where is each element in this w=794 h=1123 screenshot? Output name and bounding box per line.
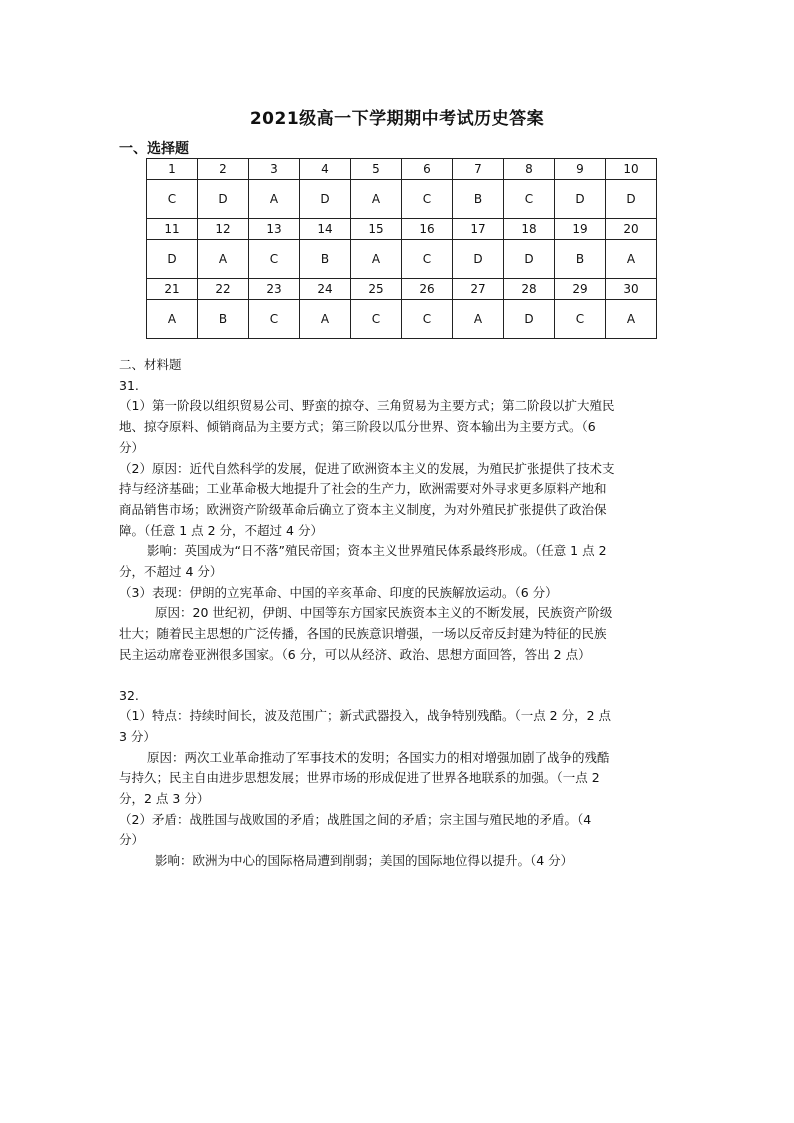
question-number-cell: 28 xyxy=(504,279,555,300)
question-number-cell: 13 xyxy=(249,219,300,240)
answer-line: 影响：欧洲为中心的国际格局遭到削弱；美国的国际地位得以提升。（4 分） xyxy=(155,853,574,869)
question-number-cell: 21 xyxy=(147,279,198,300)
answer-cell: D xyxy=(606,180,657,219)
answer-cell: A xyxy=(606,300,657,339)
answer-line: （1）第一阶段以组织贸易公司、野蛮的掠夺、三角贸易为主要方式；第二阶段以扩大殖民 xyxy=(119,398,615,414)
question-number-cell: 24 xyxy=(300,279,351,300)
question-number-cell: 6 xyxy=(402,159,453,180)
answer-table xyxy=(146,158,657,339)
answer-cell: C xyxy=(555,300,606,339)
answer-line: 3 分） xyxy=(119,728,156,744)
answer-cell: C xyxy=(147,180,198,219)
question-number-cell: 22 xyxy=(198,279,249,300)
question-number-cell: 27 xyxy=(453,279,504,300)
answer-line: 原因：20 世纪初，伊朗、中国等东方国家民族资本主义的不断发展，民族资产阶级 xyxy=(155,605,613,621)
answer-line: （2）原因：近代自然科学的发展，促进了欧洲资本主义的发展，为殖民扩张提供了技术支 xyxy=(119,460,615,476)
answer-line: 影响：英国成为“日不落”殖民帝国；资本主义世界殖民体系最终形成。（任意 1 点 2 xyxy=(147,543,607,559)
answer-row xyxy=(147,180,657,219)
page-title: 2021级高一下学期期中考试历史答案 xyxy=(249,109,545,129)
answer-cell: A xyxy=(147,300,198,339)
answer-cell: C xyxy=(249,300,300,339)
answer-cell: B xyxy=(453,180,504,219)
answer-cell: D xyxy=(198,180,249,219)
answer-line: 商品销售市场；欧洲资产阶级革命后确立了资本主义制度，为对外殖民扩张提供了政治保 xyxy=(119,501,607,517)
question-number-cell: 1 xyxy=(147,159,198,180)
answer-line: 壮大；随着民主思想的广泛传播，各国的民族意识增强，一场以反帝反封建为特征的民族 xyxy=(119,626,607,642)
question-number: 32. xyxy=(119,687,139,703)
answer-cell: D xyxy=(504,240,555,279)
answer-cell: A xyxy=(351,240,402,279)
question-number-cell: 16 xyxy=(402,219,453,240)
answer-cell: C xyxy=(402,300,453,339)
answer-line: （2）矛盾：战胜国与战败国的矛盾；战胜国之间的矛盾；宗主国与殖民地的矛盾。（4 xyxy=(119,811,592,827)
material-questions xyxy=(119,355,679,872)
question-number-cell: 4 xyxy=(300,159,351,180)
question-number-cell: 3 xyxy=(249,159,300,180)
answer-cell: B xyxy=(300,240,351,279)
answer-row xyxy=(147,240,657,279)
question-number-cell: 10 xyxy=(606,159,657,180)
answer-line: 持与经济基础；工业革命极大地提升了社会的生产力，欧洲需要对外寻求更多原料产地和 xyxy=(119,481,607,497)
answer-cell: A xyxy=(249,180,300,219)
answer-line: 与持久；民主自由进步思想发展；世界市场的形成促进了世界各地联系的加强。（一点 2 xyxy=(119,770,600,786)
answer-line: 分，2 点 3 分） xyxy=(119,791,210,807)
question-number-cell: 5 xyxy=(351,159,402,180)
section-heading-multiple-choice: 一、选择题 xyxy=(119,141,189,157)
answer-cell: C xyxy=(249,240,300,279)
question-number-cell: 25 xyxy=(351,279,402,300)
question-number-cell: 9 xyxy=(555,159,606,180)
question-number-cell: 19 xyxy=(555,219,606,240)
question-number-cell: 12 xyxy=(198,219,249,240)
answer-row xyxy=(147,300,657,339)
answer-cell: D xyxy=(453,240,504,279)
question-number-cell: 20 xyxy=(606,219,657,240)
question-number-cell: 17 xyxy=(453,219,504,240)
answer-cell: B xyxy=(198,300,249,339)
question-number-cell: 26 xyxy=(402,279,453,300)
answer-cell: C xyxy=(504,180,555,219)
question-number-cell: 14 xyxy=(300,219,351,240)
answer-line: （1）特点：持续时间长，波及范围广；新式武器投入，战争特别残酷。（一点 2 分，2 点 xyxy=(119,708,612,724)
question-number-cell: 23 xyxy=(249,279,300,300)
answer-cell: C xyxy=(402,180,453,219)
answer-line: 分） xyxy=(119,832,145,848)
answer-cell: D xyxy=(300,180,351,219)
question-number-cell: 11 xyxy=(147,219,198,240)
answer-line: （3）表现：伊朗的立宪革命、中国的辛亥革命、印度的民族解放运动。（6 分） xyxy=(119,584,558,600)
answer-line: 分） xyxy=(119,439,145,455)
question-number-row xyxy=(147,279,657,300)
answer-line: 分，不超过 4 分） xyxy=(119,564,223,580)
answer-cell: A xyxy=(300,300,351,339)
question-number-cell: 15 xyxy=(351,219,402,240)
answer-line: 民主运动席卷亚洲很多国家。（6 分，可以从经济、政治、思想方面回答，答出 2 点） xyxy=(119,646,591,662)
answer-cell: D xyxy=(504,300,555,339)
answer-line: 地、掠夺原料、倾销商品为主要方式；第三阶段以瓜分世界、资本输出为主要方式。（6 xyxy=(119,419,596,435)
question-number-cell: 7 xyxy=(453,159,504,180)
answer-cell: D xyxy=(147,240,198,279)
answer-cell: C xyxy=(351,300,402,339)
question-number-cell: 30 xyxy=(606,279,657,300)
question-number-cell: 18 xyxy=(504,219,555,240)
answer-cell: A xyxy=(351,180,402,219)
answer-cell: A xyxy=(606,240,657,279)
question-number-row xyxy=(147,159,657,180)
answer-line: 原因：两次工业革命推动了军事技术的发明；各国实力的相对增强加剧了战争的残酷 xyxy=(147,749,610,765)
answer-cell: D xyxy=(555,180,606,219)
question-number-cell: 8 xyxy=(504,159,555,180)
question-number-cell: 2 xyxy=(198,159,249,180)
answer-line: 障。（任意 1 点 2 分，不超过 4 分） xyxy=(119,522,323,538)
question-number: 31. xyxy=(119,377,139,393)
section-heading-material: 二、材料题 xyxy=(119,357,182,372)
answer-cell: C xyxy=(402,240,453,279)
answer-cell: B xyxy=(555,240,606,279)
answer-cell: A xyxy=(453,300,504,339)
answer-cell: A xyxy=(198,240,249,279)
question-number-cell: 29 xyxy=(555,279,606,300)
question-number-row xyxy=(147,219,657,240)
